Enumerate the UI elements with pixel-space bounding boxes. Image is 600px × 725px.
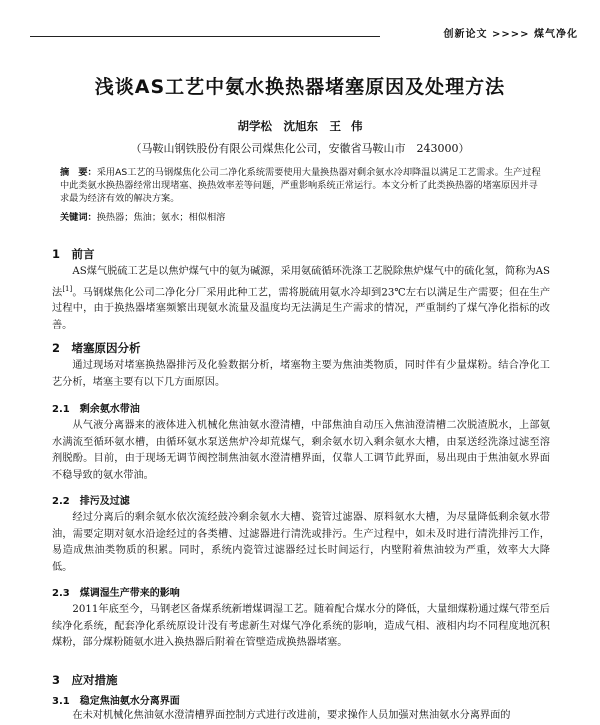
section-3-1-paragraph: 在未对机械化焦油氨水澄清槽界面控制方式进行改进前，要求操作人员加强对焦油氨水分离界面的: [72, 710, 511, 721]
abstract: [60, 166, 545, 205]
header-text: 创新论文 >>>> 煤气净化: [443, 29, 578, 40]
keywords-text: 换热器；焦油；氨水；相似相溶: [96, 212, 226, 223]
header-rule: [30, 36, 380, 37]
section-2-2-paragraph: 经过分离后的剩余氨水依次流经鼓冷剩余氨水大槽、瓷管过滤器、原料氨水大槽，为尽量降低剩余氨水带油，需要定期对氨水沿途经过的各类槽、过滤器进行清洗或排污。生产过程中，如未及时进行清洗排污工作，易造成焦油类物质的积累。同时，系统内瓷管过滤器经过长时间运行，内壁附着焦油较为严重，效率大大降低。: [52, 512, 550, 573]
section-1-paragraph: [52, 264, 550, 334]
section-3-heading: 3 应对措施: [52, 673, 118, 687]
section-1-text-b: 。马钢煤焦化公司二净化分厂采用此种工艺，需将脱硫用氨水冷却到23℃左右以满足生产需要；但在生产过程中，由于换热器堵塞频繁出现氨水流量及温度均无法满足生产需求的情况，严重制约了煤气净化指标的改善。: [52, 286, 551, 331]
section-2-1-paragraph: 从气液分离器来的液体进入机械化焦油氨水澄清槽，中部焦油自动压入焦油澄清槽二次脱渣脱水，上部氨水满流至循环氨水槽，由循环氨水泵送焦炉冷却荒煤气，剩余氨水切入剩余氨水大槽，由泵送经洗涤过滤至溶剂脱酚。目前，由于现场无调节阀控制焦油氨水澄清槽界面，仅靠人工调节此界面，易出现由于焦油氨水界面不稳导致的氨水带油。: [52, 420, 550, 481]
paper-title: 浅谈AS工艺中氨水换热器堵塞原因及处理方法: [94, 76, 506, 98]
running-header: [0, 12, 600, 40]
keywords-label: 关键词：: [60, 212, 97, 223]
section-2-2-heading: 2.2 排污及过滤: [52, 496, 130, 507]
section-3-1-heading: 3.1 稳定焦油氨水分离界面: [52, 696, 180, 707]
affiliation: （马鞍山钢铁股份有限公司煤焦化公司，安徽省马鞍山市 243000）: [130, 142, 470, 155]
section-2-3-paragraph: 2011年底至今，马钢老区备煤系统新增煤调湿工艺。随着配合煤水分的降低，大量细煤粉通过煤气带至后续净化系统，配套净化系统原设计没有考虑新生对煤气净化系统的影响，造成气相、液相内均不同程度地沉积煤粉，部分煤粉随氨水进入换热器后附着在管壁造成换热器堵塞。: [52, 604, 550, 648]
section-2-3-heading: 2.3 煤调湿生产带来的影响: [52, 588, 180, 599]
abstract-text: 采用AS工艺的马钢煤焦化公司二净化系统需要使用大量换热器对剩余氨水冷却降温以满足工艺需求。生产过程中此类氨水换热器经常出现堵塞、换热效率差等问题，严重影响系统正常运行。本文分析了此类换热器的堵塞原因并寻求最为经济有效的解决方案。: [60, 167, 541, 204]
authors: 胡学松 沈旭东 王 伟: [237, 119, 363, 133]
citation: [1]: [62, 284, 73, 293]
section-2-1-heading: 2.1 剩余氨水带油: [52, 404, 140, 415]
section-2-heading: 2 堵塞原因分析: [52, 341, 141, 355]
keywords: [60, 209, 545, 223]
abstract-label: 摘 要：: [60, 167, 97, 178]
section-2-paragraph: 通过现场对堵塞换热器排污及化验数据分析，堵塞物主要为焦油类物质，同时伴有少量煤粉。结合净化工艺分析，堵塞主要有以下几方面原因。: [52, 360, 550, 388]
section-1-heading: 1 前言: [52, 247, 95, 261]
section-1-text-a: AS煤气脱硫工艺是以焦炉煤气中的氨为碱源，采用氨硫循环洗涤工艺脱除焦炉煤气中的硫化氢，简称为AS法: [52, 266, 550, 298]
